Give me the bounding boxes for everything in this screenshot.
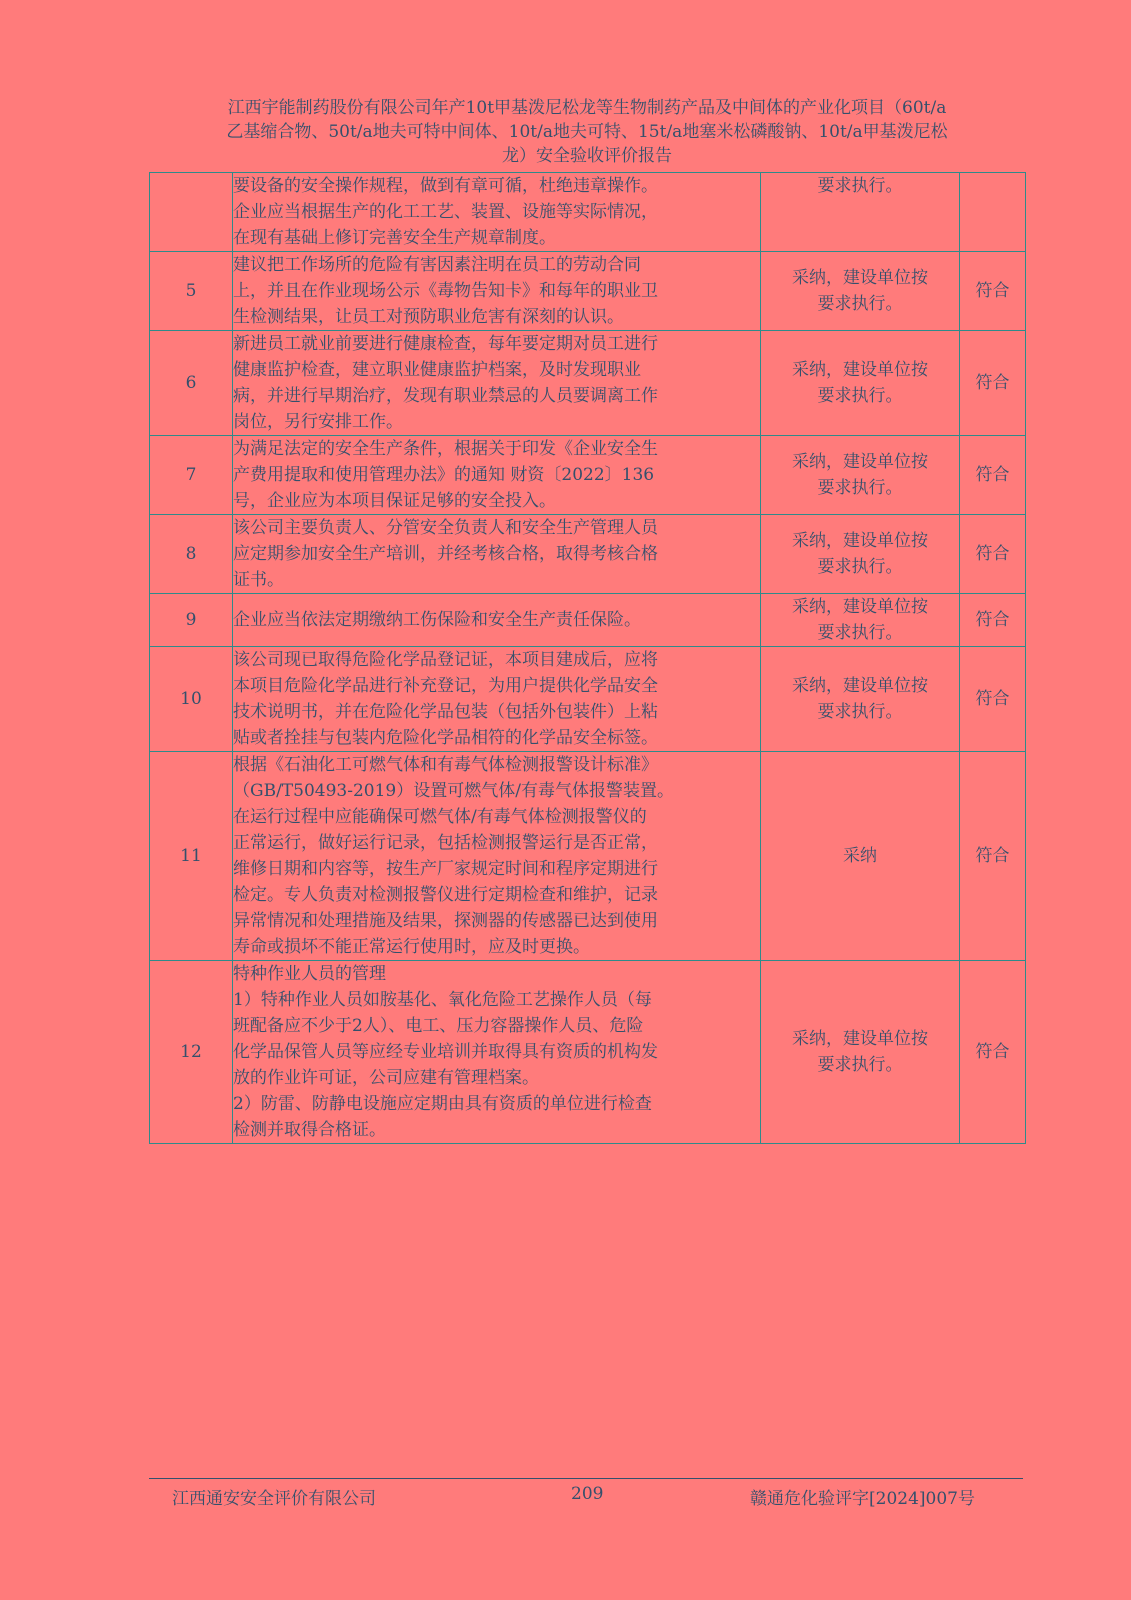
measure-text-line: 企业应当依法定期缴纳工伤保险和安全生产责任保险。 (233, 610, 641, 630)
measure-text-cell (233, 173, 761, 252)
conformity-cell: 符合 (960, 331, 1026, 436)
adoption-result-line: 要求执行。 (817, 176, 903, 196)
adoption-result-line: 要求执行。 (817, 702, 903, 722)
measure-text-line: 化学品保管人员等应经专业培训并取得具有资质的机构发 (233, 1042, 658, 1062)
adoption-result-line: 要求执行。 (817, 478, 903, 498)
measure-text-line: 健康监护检查，建立职业健康监护档案，及时发现职业 (233, 360, 641, 380)
row-number: 9 (150, 594, 233, 647)
adoption-result-line: 要求执行。 (817, 294, 903, 314)
measure-text-line: 正常运行，做好运行记录，包括检测报警运行是否正常， (233, 833, 658, 853)
adoption-result-cell (761, 436, 960, 515)
measure-text-line: 要设备的安全操作规程，做到有章可循，杜绝违章操作。 (233, 176, 658, 196)
row-number: 7 (150, 436, 233, 515)
measure-text-line: 产费用提取和使用管理办法》的通知 财资〔2022〕136 (233, 465, 655, 485)
adoption-result-line: 采纳，建设单位按 (792, 360, 928, 380)
measure-text-line: 上，并且在作业现场公示《毒物告知卡》和每年的职业卫 (233, 281, 658, 301)
measure-text-line: 本项目危险化学品进行补充登记，为用户提供化学品安全 (233, 676, 658, 696)
conformity-cell: 符合 (960, 594, 1026, 647)
adoption-result-line: 要求执行。 (817, 1055, 903, 1075)
measure-text-line: 检测并取得合格证。 (233, 1120, 386, 1140)
adoption-result-line: 采纳，建设单位按 (792, 597, 928, 617)
measure-text-line: 证书。 (233, 570, 284, 590)
table-row (150, 515, 1026, 594)
adoption-result-line: 要求执行。 (817, 623, 903, 643)
footer-company: 江西通安安全评价有限公司 (172, 1489, 376, 1509)
measure-text-line: 新进员工就业前要进行健康检查，每年要定期对员工进行 (233, 334, 658, 354)
table-row (150, 436, 1026, 515)
conformity-cell: 符合 (960, 961, 1026, 1144)
header-line-1: 江西宇能制药股份有限公司年产10t甲基泼尼松龙等生物制药产品及中间体的产业化项目（60t/a (227, 98, 947, 118)
row-number: 5 (150, 252, 233, 331)
row-number: 11 (150, 752, 233, 961)
measure-text-line: 号，企业应为本项目保证足够的安全投入。 (233, 491, 556, 511)
measure-text-cell (233, 252, 761, 331)
adoption-result-cell (761, 752, 960, 961)
measure-text-line: 在运行过程中应能确保可燃气体/有毒气体检测报警仪的 (233, 807, 647, 827)
measure-text-line: 该公司主要负责人、分管安全负责人和安全生产管理人员 (233, 518, 658, 538)
measure-text-line: （GB/T50493-2019）设置可燃气体/有毒气体报警装置。 (233, 781, 674, 801)
measure-text-cell (233, 331, 761, 436)
measures-table-body (150, 173, 1026, 1144)
measure-text-line: 企业应当根据生产的化工工艺、装置、设施等实际情况， (233, 202, 658, 222)
measures-table (149, 172, 1026, 1144)
measure-text-line: 生检测结果，让员工对预防职业危害有深刻的认识。 (233, 307, 624, 327)
measure-text-line: 寿命或损坏不能正常运行使用时，应及时更换。 (233, 937, 590, 957)
adoption-result-line: 要求执行。 (817, 557, 903, 577)
measure-text-line: 根据《石油化工可燃气体和有毒气体检测报警设计标准》 (233, 755, 658, 775)
measure-text-cell (233, 436, 761, 515)
measure-text-cell (233, 752, 761, 961)
measure-text-line: 应定期参加安全生产培训，并经考核合格，取得考核合格 (233, 544, 658, 564)
adoption-result-line: 采纳，建设单位按 (792, 1029, 928, 1049)
table-row (150, 252, 1026, 331)
row-number: 6 (150, 331, 233, 436)
measure-text-line: 技术说明书，并在危险化学品包装（包括外包装件）上粘 (233, 702, 658, 722)
measure-text-line: 检定。专人负责对检测报警仪进行定期检查和维护，记录 (233, 885, 658, 905)
adoption-result-line: 采纳，建设单位按 (792, 531, 928, 551)
measure-text-line: 为满足法定的安全生产条件，根据关于印发《企业安全生 (233, 439, 658, 459)
adoption-result-line: 采纳，建设单位按 (792, 268, 928, 288)
measure-text-line: 2）防雷、防静电设施应定期由具有资质的单位进行检查 (233, 1094, 652, 1114)
header-line-2: 乙基缩合物、50t/a地夫可特中间体、10t/a地夫可特、15t/a地塞米松磷酸钠、10t/a甲基泼尼松 (226, 122, 948, 142)
adoption-result-line: 要求执行。 (817, 386, 903, 406)
adoption-result-line: 采纳，建设单位按 (792, 676, 928, 696)
measure-text-line: 班配备应不少于2人）、电工、压力容器操作人员、危险 (233, 1016, 644, 1036)
measure-text-line: 贴或者拴挂与包装内危险化学品相符的化学品安全标签。 (233, 728, 658, 748)
measure-text-line: 1）特种作业人员如胺基化、氧化危险工艺操作人员（每 (233, 990, 652, 1010)
adoption-result-cell (761, 252, 960, 331)
report-header (152, 96, 1022, 168)
measure-text-line: 在现有基础上修订完善安全生产规章制度。 (233, 228, 556, 248)
measure-text-cell (233, 961, 761, 1144)
measure-text-cell (233, 647, 761, 752)
conformity-cell: 符合 (960, 252, 1026, 331)
measure-text-line: 特种作业人员的管理 (233, 964, 386, 984)
measure-text-cell (233, 594, 761, 647)
conformity-cell: 符合 (960, 515, 1026, 594)
adoption-result-cell (761, 594, 960, 647)
adoption-result-cell (761, 331, 960, 436)
table-row (150, 173, 1026, 252)
footer-divider (149, 1478, 1023, 1479)
row-number (150, 173, 233, 252)
adoption-result-cell (761, 961, 960, 1144)
table-row (150, 961, 1026, 1144)
adoption-result-cell (761, 515, 960, 594)
measure-text-line: 建议把工作场所的危险有害因素注明在员工的劳动合同 (233, 255, 641, 275)
measure-text-line: 放的作业许可证，公司应建有管理档案。 (233, 1068, 539, 1088)
row-number: 10 (150, 647, 233, 752)
measure-text-cell (233, 515, 761, 594)
conformity-cell (960, 173, 1026, 252)
conformity-cell: 符合 (960, 752, 1026, 961)
table-row (150, 752, 1026, 961)
measure-text-line: 病，并进行早期治疗，发现有职业禁忌的人员要调离工作 (233, 386, 658, 406)
footer-doc-number: 赣通危化验评字[2024]007号 (750, 1489, 975, 1509)
row-number: 12 (150, 961, 233, 1144)
measure-text-line: 维修日期和内容等，按生产厂家规定时间和程序定期进行 (233, 859, 658, 879)
measure-text-line: 岗位，另行安排工作。 (233, 412, 403, 432)
table-row (150, 331, 1026, 436)
measure-text-line: 该公司现已取得危险化学品登记证，本项目建成后，应将 (233, 650, 658, 670)
row-number: 8 (150, 515, 233, 594)
adoption-result-line: 采纳，建设单位按 (792, 452, 928, 472)
conformity-cell: 符合 (960, 436, 1026, 515)
adoption-result-cell (761, 173, 960, 252)
table-row (150, 594, 1026, 647)
measure-text-line: 异常情况和处理措施及结果，探测器的传感器已达到使用 (233, 911, 658, 931)
conformity-cell: 符合 (960, 647, 1026, 752)
header-line-3: 龙）安全验收评价报告 (502, 146, 672, 166)
adoption-result-cell (761, 647, 960, 752)
adoption-result-line: 采纳 (843, 846, 877, 866)
table-row (150, 647, 1026, 752)
footer-page-number: 209 (571, 1484, 604, 1504)
